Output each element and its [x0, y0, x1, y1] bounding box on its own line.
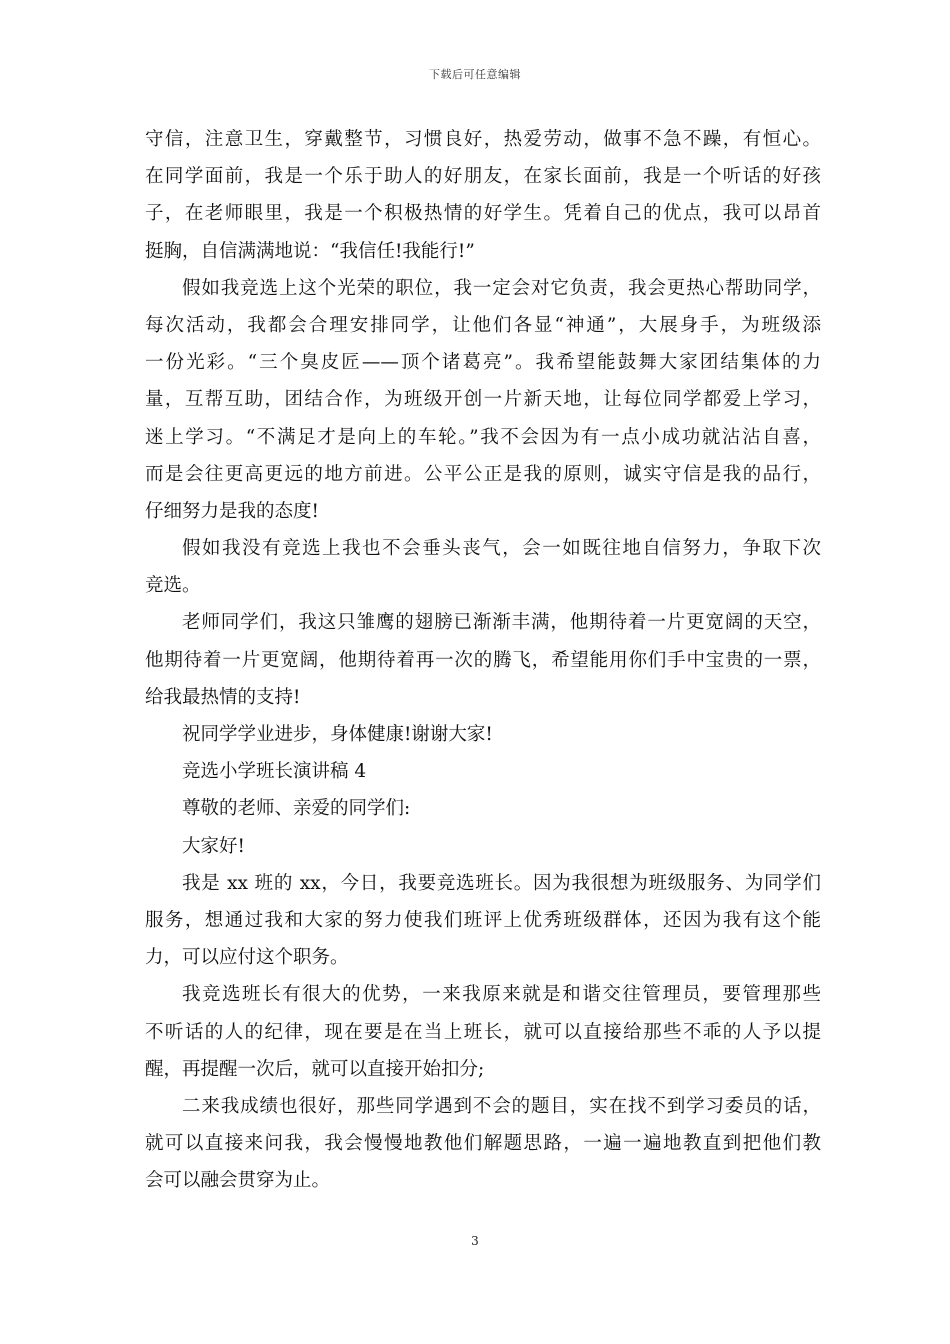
text-line: 迷上学习。“不满足才是向上的车轮。”我不会因为有一点小成功就沾沾自喜， [145, 426, 821, 448]
text-line: 假如我竞选上这个光荣的职位，我一定会对它负责，我会更热心帮助同学， [182, 277, 821, 299]
greeting: 大家好! [182, 835, 245, 857]
text-line: 我竞选班长有很大的优势，一来我原来就是和谐交往管理员，要管理那些 [182, 984, 821, 1006]
text-line: 二来我成绩也很好，那些同学遇到不会的题目，实在找不到学习委员的话， [182, 1095, 821, 1117]
text-line: 老师同学们，我这只雏鹰的翅膀已渐渐丰满，他期待着一片更宽阔的天空， [182, 612, 821, 634]
text-line: 假如我没有竞选上我也不会垂头丧气，会一如既往地自信努力，争取下次 [182, 538, 821, 560]
text-line: 每次活动，我都会合理安排同学，让他们各显“神通”，大展身手，为班级添 [145, 314, 821, 336]
text-line: 竞选。 [145, 575, 201, 597]
text-line: 祝同学学业进步，身体健康!谢谢大家! [182, 724, 493, 745]
text-line: 量，互帮互助，团结合作，为班级开创一片新天地，让每位同学都爱上学习， [145, 389, 821, 411]
text-line: 服务，想通过我和大家的努力使我们班评上优秀班级群体，还因为我有这个能 [145, 909, 821, 931]
text-line: 给我最热情的支持! [145, 686, 301, 708]
text-line: 子，在老师眼里，我是一个积极热情的好学生。凭着自己的优点，我可以昂首 [145, 203, 821, 225]
text-line: 仔细努力是我的态度! [145, 500, 319, 522]
text-line: 醒，再提醒一次后，就可以直接开始扣分; [145, 1058, 485, 1080]
text-line: 而是会往更高更远的地方前进。公平公正是我的原则，诚实守信是我的品行， [145, 463, 821, 485]
text-line: 挺胸，自信满满地说：“我信任!我能行!” [145, 240, 475, 262]
text-line: 不听话的人的纪律，现在要是在当上班长，就可以直接给那些不乖的人予以提 [145, 1021, 821, 1043]
text-line: 一份光彩。“三个臭皮匠——顶个诸葛亮”。我希望能鼓舞大家团结集体的力 [145, 352, 821, 374]
text-line: 力，可以应付这个职务。 [145, 947, 349, 969]
text-line: 我是 xx 班的 xx，今日，我要竞选班长。因为我很想为班级服务、为同学们 [182, 872, 821, 894]
section-title: 竞选小学班长演讲稿 4 [182, 761, 367, 783]
text-line: 就可以直接来问我，我会慢慢地教他们解题思路，一遍一遍地教直到把他们教 [145, 1133, 821, 1155]
text-line: 他期待着一片更宽阔，他期待着再一次的腾飞，希望能用你们手中宝贵的一票， [145, 649, 821, 671]
text-line: 在同学面前，我是一个乐于助人的好朋友，在家长面前，我是一个听话的好孩 [145, 166, 821, 188]
text-line: 会可以融会贯穿为止。 [145, 1170, 331, 1192]
document-body [145, 121, 821, 1199]
page-header: 下载后可任意编辑 [429, 68, 521, 81]
text-line: 守信，注意卫生，穿戴整节，习惯良好，热爱劳动，做事不急不躁，有恒心。 [145, 129, 821, 150]
salutation: 尊敬的老师、亲爱的同学们: [182, 798, 411, 820]
page-number: 3 [471, 1234, 479, 1248]
